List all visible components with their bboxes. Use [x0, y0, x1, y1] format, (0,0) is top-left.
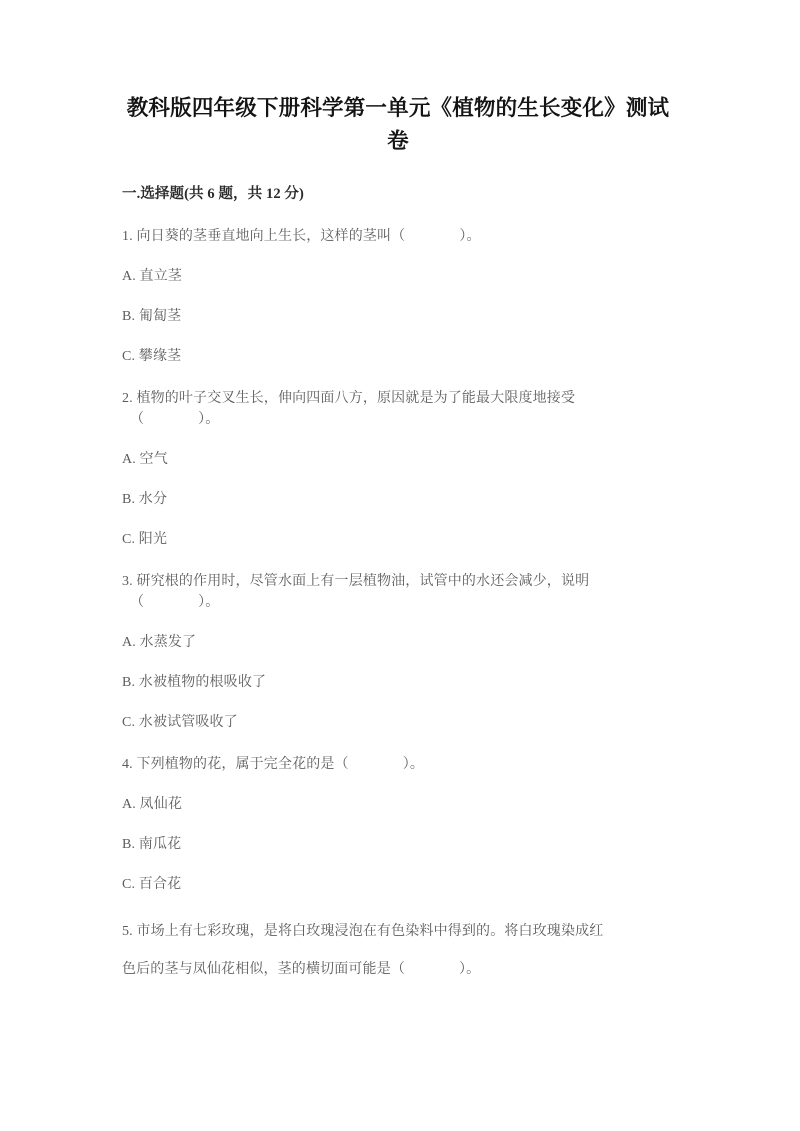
question-stem-3-line2-tail: ）。 — [198, 595, 220, 610]
option-3-a[interactable]: A. 水蒸发了 — [122, 635, 197, 650]
question-stem-3 — [122, 550, 674, 613]
question-block-4 — [122, 733, 674, 895]
question-stem-2 — [122, 367, 674, 430]
question-stem-5-line2-head: 色后的茎与凤仙花相似，茎的横切面可能是（ — [122, 962, 405, 977]
option-3-c[interactable]: C. 水被试管吸收了 — [122, 715, 238, 730]
question-stem-2-text: 2. 植物的叶子交叉生长，伸向四面八方，原因就是为了能最大限度地接受 — [122, 391, 576, 406]
question-stem-5-text: 5. 市场上有七彩玫瑰，是将白玫瑰浸泡在有色染料中得到的。将白玫瑰染成红 — [122, 924, 604, 939]
question-stem-4 — [122, 733, 674, 775]
question-stem-3-text: 3. 研究根的作用时，尽管水面上有一层植物油，试管中的水还会减少，说明 — [122, 574, 590, 589]
option-2-a[interactable]: A. 空气 — [122, 452, 168, 467]
question-stem-1-tail: ）。 — [459, 229, 481, 244]
question-stem-5 — [122, 895, 674, 989]
question-block-2 — [122, 367, 674, 550]
question-stem-1 — [122, 205, 674, 247]
question-block-1 — [122, 205, 674, 367]
option-1-a[interactable]: A. 直立茎 — [122, 269, 183, 284]
option-1-c[interactable]: C. 攀缘茎 — [122, 349, 182, 364]
question-stem-2-line2 — [122, 409, 674, 430]
page-title: 教科版四年级下册科学第一单元《植物的生长变化》测试卷 — [126, 96, 670, 153]
question-stem-3-line2-head: （ — [130, 595, 145, 610]
question-stem-5-line2-tail: ）。 — [459, 962, 481, 977]
question-stem-5-line2 — [122, 951, 674, 989]
option-4-a[interactable]: A. 凤仙花 — [122, 797, 183, 812]
question-block-3 — [122, 550, 674, 733]
question-stem-2-line2-head: （ — [130, 412, 145, 427]
question-block-5 — [122, 895, 674, 989]
option-4-c[interactable]: C. 百合花 — [122, 877, 182, 892]
page-content — [122, 0, 674, 989]
question-stem-1-text: 1. 向日葵的茎垂直地向上生长，这样的茎叫（ — [122, 229, 406, 244]
question-stem-2-line2-tail: ）。 — [198, 412, 220, 427]
option-1-b[interactable]: B. 匍匐茎 — [122, 309, 182, 324]
option-3-b[interactable]: B. 水被植物的根吸收了 — [122, 675, 267, 690]
question-stem-3-line2 — [122, 592, 674, 613]
option-2-b[interactable]: B. 水分 — [122, 492, 168, 507]
section-heading-choice: 一.选择题(共 6 题，共 12 分) — [122, 186, 304, 202]
question-stem-4-text: 4. 下列植物的花，属于完全花的是（ — [122, 757, 349, 772]
option-4-b[interactable]: B. 南瓜花 — [122, 837, 182, 852]
option-2-c[interactable]: C. 阳光 — [122, 532, 168, 547]
question-stem-4-tail: ）。 — [402, 757, 425, 772]
